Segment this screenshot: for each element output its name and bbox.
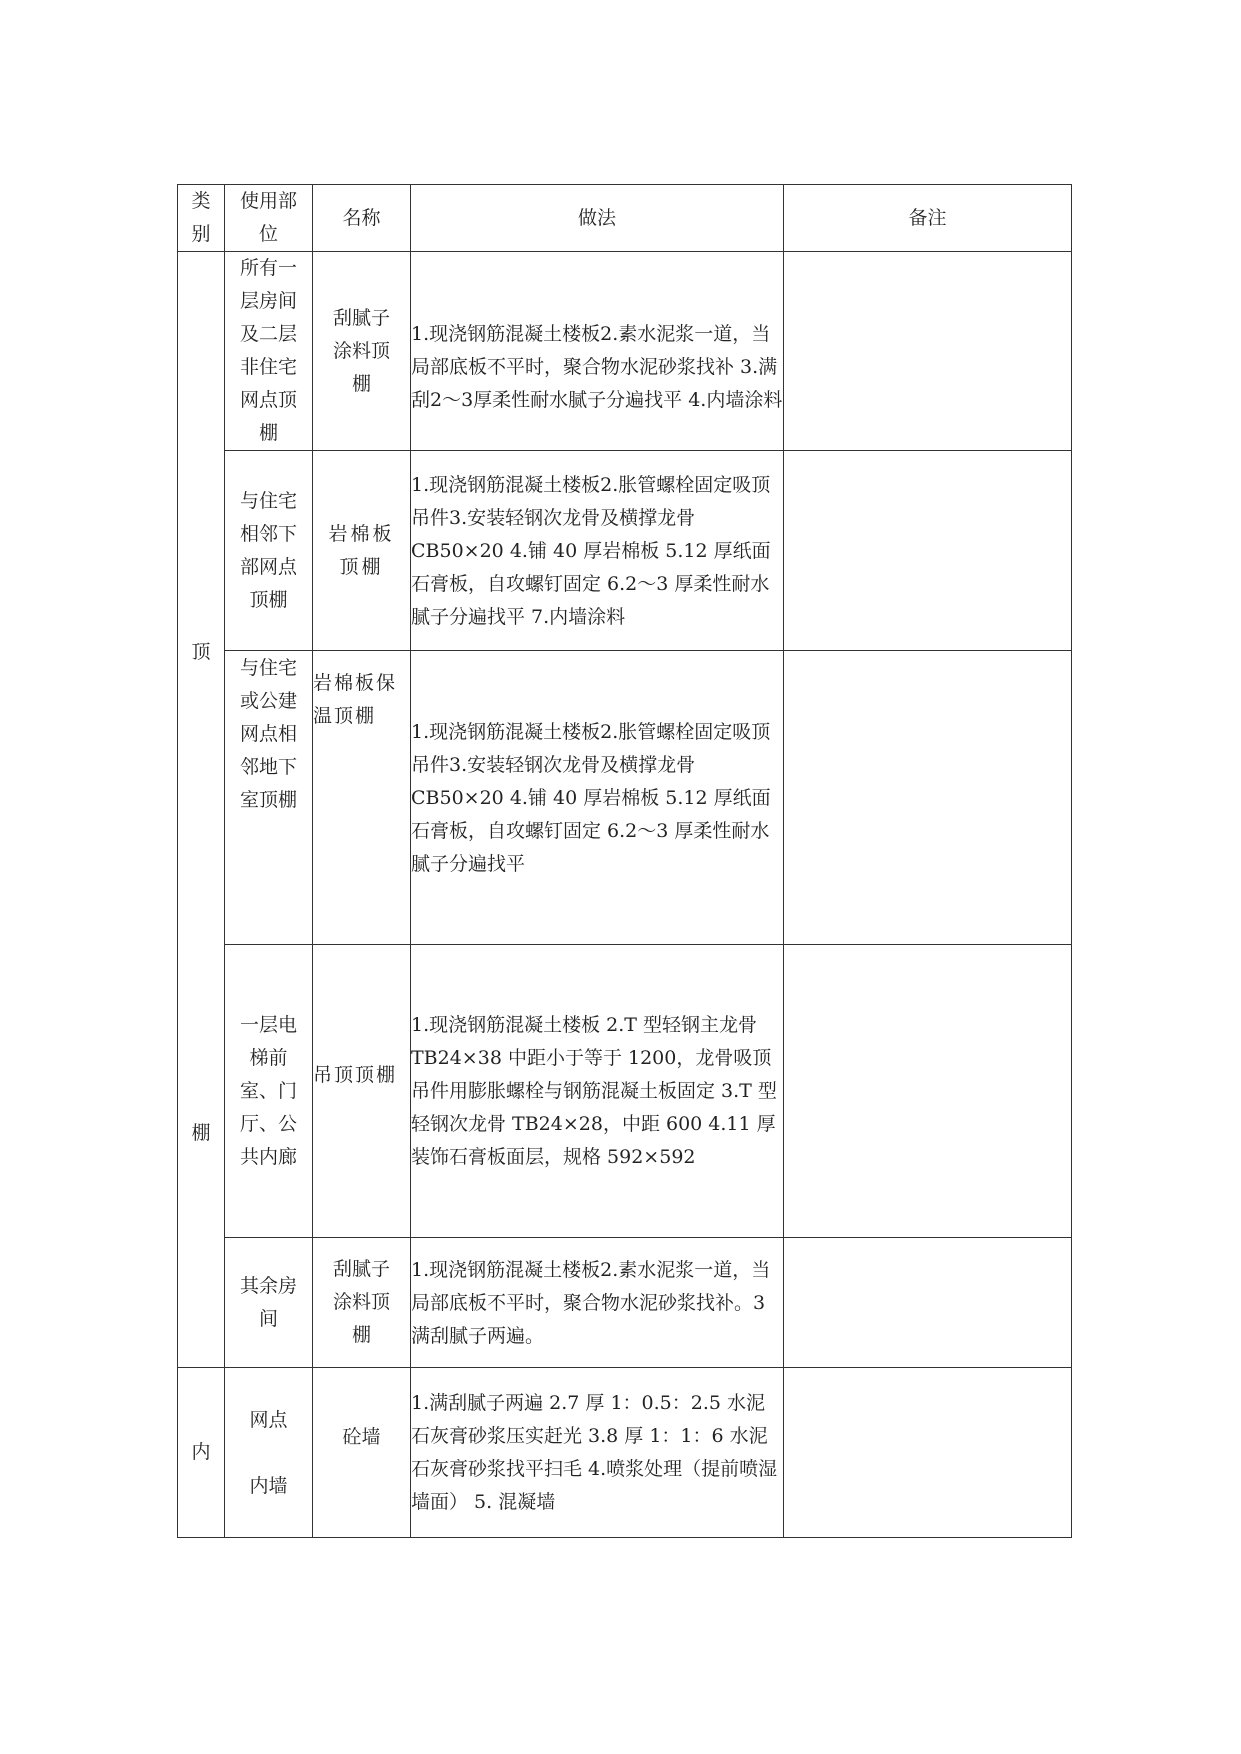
construction-spec-table (177, 184, 1072, 1538)
table-row (178, 1368, 1072, 1538)
table-row (178, 252, 1072, 451)
name-cell: 吊顶顶棚 (313, 945, 411, 1238)
remark-cell (784, 945, 1072, 1238)
category-label: 顶 (191, 640, 211, 663)
category-label: 棚 (191, 1121, 211, 1144)
header-name: 名称 (313, 185, 411, 252)
method-cell: 1.现浇钢筋混凝土楼板2.胀管螺栓固定吸顶吊件3.安装轻钢次龙骨及横撑龙骨 CB50×20 4.铺 40 厚岩棉板 5.12 厚纸面石膏板，自攻螺钉固定 6.2～3 厚柔性耐水腻子分遍找平 (411, 651, 784, 945)
location-cell: 与住宅或公建网点相邻地下室顶棚 (225, 651, 313, 945)
table-row (178, 1238, 1072, 1368)
remark-cell (784, 651, 1072, 945)
header-location: 使用部位 (225, 185, 313, 252)
category-cell-ceiling (178, 252, 225, 1368)
header-category: 类别 (178, 185, 225, 252)
method-cell: 1.现浇钢筋混凝土楼板2.胀管螺栓固定吸顶吊件3.安装轻钢次龙骨及横撑龙骨 CB50×20 4.铺 40 厚岩棉板 5.12 厚纸面石膏板，自攻螺钉固定 6.2～3 厚柔性耐水腻子分遍找平 7.内墙涂料 (411, 451, 784, 651)
location-cell: 所有一层房间及二层非住宅网点顶棚 (225, 252, 313, 451)
method-cell: 1.现浇钢筋混凝土楼板2.素水泥浆一道，当局部底板不平时，聚合物水泥砂浆找补 3.满刮2～3厚柔性耐水腻子分遍找平 4.内墙涂料 (411, 252, 784, 451)
name-cell: 刮腻子涂料顶棚 (313, 1238, 411, 1368)
remark-cell (784, 252, 1072, 451)
category-label: 内 (191, 1441, 211, 1463)
table-header-row (178, 185, 1072, 252)
location-cell: 网点内墙 (225, 1368, 313, 1538)
name-cell: 刮腻子涂料顶棚 (313, 252, 411, 451)
table-row (178, 945, 1072, 1238)
location-cell: 一层电梯前室、门厅、公共内廊 (225, 945, 313, 1238)
table-row (178, 451, 1072, 651)
table-row (178, 651, 1072, 945)
header-method: 做法 (411, 185, 784, 252)
method-cell: 1.现浇钢筋混凝土楼板 2.T 型轻钢主龙骨 TB24×38 中距小于等于 1200，龙骨吸顶吊件用膨胀螺栓与钢筋混凝土板固定 3.T 型轻钢次龙骨 TB24×28，中距 600 4.11 厚装饰石膏板面层，规格 592×592 (411, 945, 784, 1238)
name-cell: 岩棉板顶棚 (313, 451, 411, 651)
method-cell: 1.满刮腻子两遍 2.7 厚 1：0.5：2.5 水泥石灰膏砂浆压实赶光 3.8 厚 1：1：6 水泥石灰膏砂浆找平扫毛 4.喷浆处理（提前喷湿墙面） 5. 混凝墙 (411, 1368, 784, 1538)
method-cell: 1.现浇钢筋混凝土楼板2.素水泥浆一道，当局部底板不平时，聚合物水泥砂浆找补。3 满刮腻子两遍。 (411, 1238, 784, 1368)
name-cell: 砼墙 (313, 1368, 411, 1538)
remark-cell (784, 1368, 1072, 1538)
remark-cell (784, 451, 1072, 651)
name-cell: 岩棉板保温顶棚 (313, 651, 411, 945)
location-cell: 与住宅相邻下部网点顶棚 (225, 451, 313, 651)
category-cell-interior (178, 1368, 225, 1538)
remark-cell (784, 1238, 1072, 1368)
header-remark: 备注 (784, 185, 1072, 252)
location-cell: 其余房间 (225, 1238, 313, 1368)
